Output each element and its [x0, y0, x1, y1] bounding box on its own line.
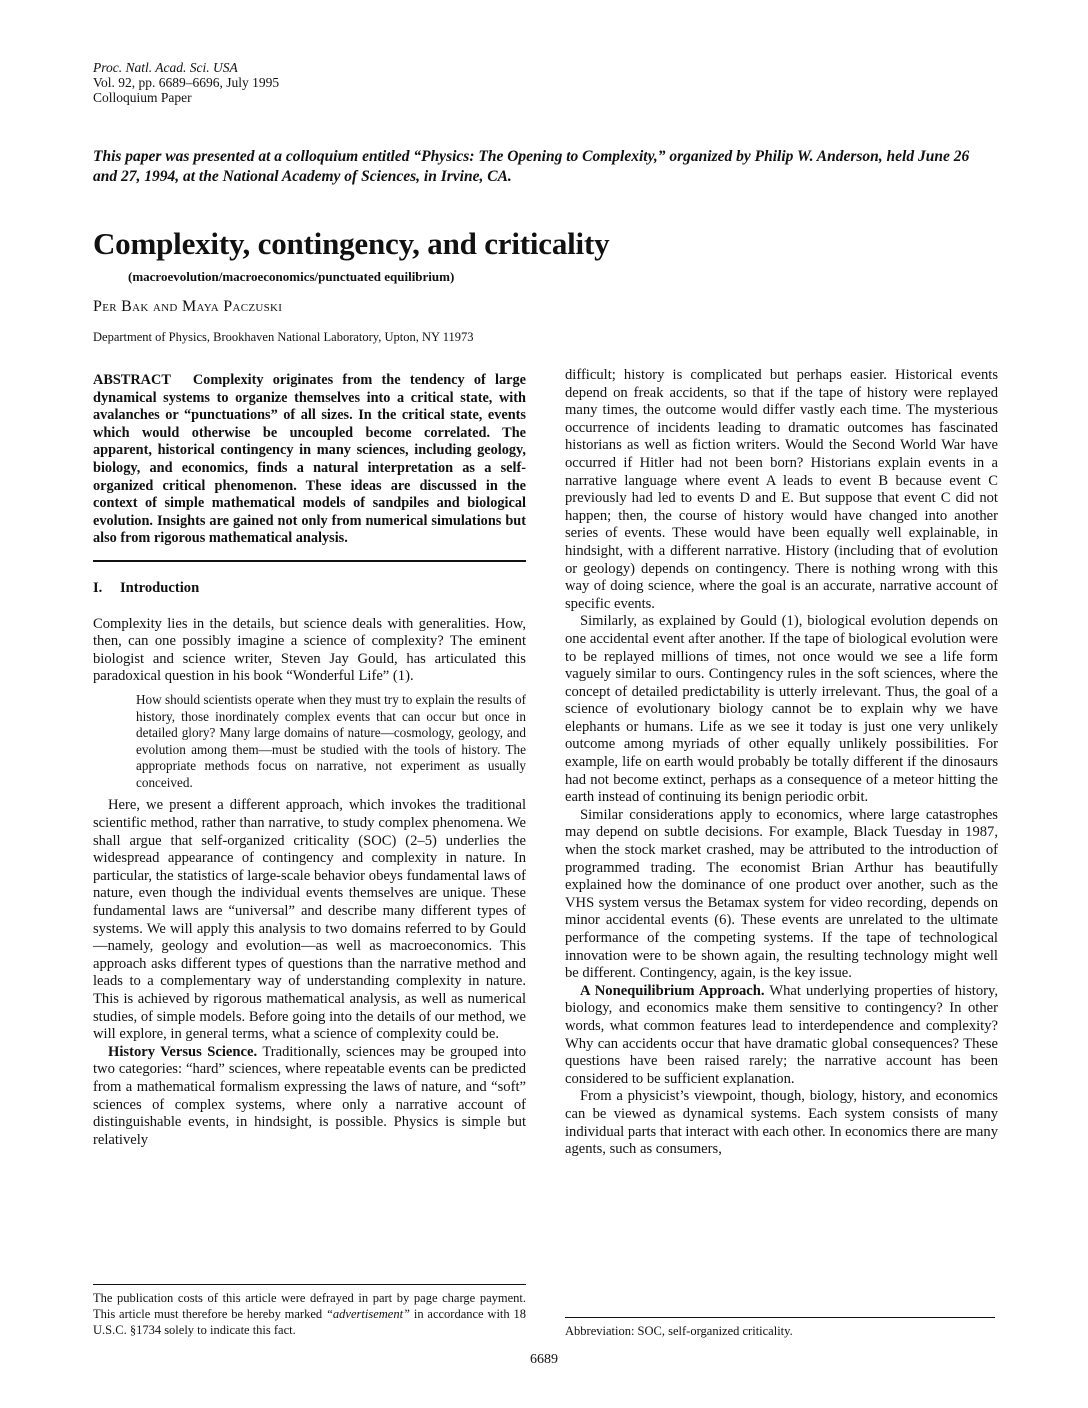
footnote-divider: [93, 1284, 526, 1285]
paragraph: difficult; history is complicated but perhaps easier. Historical events depend on freak accidents, so that if the tape of history were replayed many times, the outcome would differ vastly each time. The mysterious occurrence of incidents leading to dramatic outcomes has fascinated historians as well as fiction writers. Would the Second World War have occurred if Hitler had not been born? Historians explain events in a narrative language where event A leads to event B because event C previously had led to events D and E. But suppose that event C did not happen; then, the course of history would have changed into another series of events. These would have been equally well explainable, in hindsight, with a different narrative. History (including that of evolution or geology) depends on contingency. There is nothing wrong with this way of doing science, where the goal is an accurate, narrative account of specific events.: [565, 367, 998, 612]
paragraph: Similarly, as explained by Gould (1), biological evolution depends on one accidental event after another. If the tape of biological evolution were to be replayed millions of times, not once would we see a life form vaguely similar to ours. Contingency rules in the soft sciences, where the concept of detailed predictability is utterly irrelevant. Thus, the goal of a science of evolutionary biology cannot be to explain why we have elephants or humans. Life as we see it today is just one very unlikely outcome among myriads of other equally unlikely possibilities. For example, life on earth would probably be totally different if the dinosaurs had not become extinct, perhaps as a consequence of a meteor hitting the earth instead of continuing its benign periodic orbit.: [565, 613, 998, 806]
authors: Per Bak and Maya Paczuski: [93, 298, 283, 315]
paragraph: History Versus Science. Traditionally, sciences may be grouped into two categories: “hard” sciences, where repeatable events can be predicted from a mathematical formalism expressing the laws of nature, and “soft” sciences of complex systems, where only a narrative account of distinguishable events, in hindsight, is possible. Physics is simple but relatively: [93, 1043, 526, 1148]
paragraph: Similar considerations apply to economics, where large catastrophes may depend on subtle decisions. For example, Black Tuesday in 1987, when the stock market crashed, may be attributed to the introduction of programmed trading. The economist Brian Arthur has beautifully explained how the dominance of one product over another, such as the VHS system versus the Betamax system for video recording, depends on minor accidental events (6). These events are unrelated to the ultimate performance of the competing systems. If the tape of technological innovation were to be shown again, the resulting technology might well be different. Contingency, again, is the key issue.: [565, 806, 998, 982]
run-in-heading: A Nonequilibrium Approach.: [580, 982, 765, 999]
abstract-label: ABSTRACT: [93, 372, 171, 388]
paper-title: Complexity, contingency, and criticality: [93, 226, 610, 261]
journal-volume: Vol. 92, pp. 6689–6696, July 1995: [93, 75, 280, 90]
abbreviation-note: Abbreviation: SOC, self-organized criticality.: [565, 1324, 793, 1338]
abstract-divider: [93, 560, 526, 562]
paragraph: Complexity lies in the details, but science deals with generalities. How, then, can one possibly imagine a science of complexity? The eminent biologist and science writer, Steven Jay Gould, has articulated this paradoxical question in his book “Wonderful Life” (1).: [93, 615, 526, 685]
footnote: The publication costs of this article were defrayed in part by page charge payment. This article must therefore be hereby marked “advertisement” in accordance with 18 U.S.C. §1734 solely to indicate this fact.: [93, 1291, 526, 1337]
left-column: [93, 372, 526, 1149]
paragraph: Here, we present a different approach, which invokes the traditional scientific method, rather than narrative, to study complex phenomena. We shall argue that self-organized criticality (SOC) (2–5) underlies the widespread appearance of contingency and complexity in nature. In particular, the statistics of large-scale behavior obeys fundamental laws of nature, even though the individual events themselves are unique. These fundamental laws are “universal” and describe many different types of systems. We will apply this analysis to two domains referred to by Gould—namely, geology and evolution—as well as macroeconomics. This approach asks different types of questions than the narrative method and leads to a complementary way of understanding complexity in nature. This is achieved by rigorous mathematical analysis, as well as numerical studies, of simple models. Before going into the details of our method, we will explore, in general terms, what a science of complexity could be.: [93, 797, 526, 1043]
colloquium-note: This paper was presented at a colloquium entitled “Physics: The Opening to Complexity,” organized by Philip W. Anderson, held June 26 and 27, 1994, at the National Academy of Sciences, in Irvine, CA.: [93, 148, 970, 185]
affiliation: Department of Physics, Brookhaven National Laboratory, Upton, NY 11973: [93, 330, 474, 344]
block-quote: How should scientists operate when they must try to explain the results of history, those inordinately complex events that can occur but once in detailed glory? Many large domains of nature—cosmology, geology, and evolution among them—must be studied with the tools of history. The appropriate methods focus on narrative, not experiment as usually conceived.: [136, 691, 526, 790]
abstract: [93, 372, 526, 548]
section-heading: I. Introduction: [93, 579, 200, 596]
abstract-text: Complexity originates from the tendency of large dynamical systems to organize themselves into a critical state, with avalanches or “punctuations” of all sizes. In the critical state, events which would otherwise be uncoupled become correlated. The apparent, historical contingency in many sciences, including geology, biology, and economics, finds a natural interpretation as a self-organized critical phenomenon. These ideas are discussed in the context of simple mathematical models of sandpiles and biological evolution. Insights are gained not only from numerical simulations but also from rigorous mathematical analysis.: [93, 372, 526, 547]
abbreviation-divider: [565, 1317, 995, 1318]
page-number: 6689: [530, 1352, 558, 1367]
journal-name: Proc. Natl. Acad. Sci. USA: [93, 60, 238, 75]
paragraph: From a physicist’s viewpoint, though, biology, history, and economics can be viewed as dynamical systems. Each system consists of many individual parts that interact with each other. In economics there are many agents, such as consumers,: [565, 1088, 998, 1158]
right-column: [565, 367, 998, 1159]
paper-type: Colloquium Paper: [93, 90, 192, 105]
paragraph: A Nonequilibrium Approach. What underlying properties of history, biology, and economics make them sensitive to contingency? In other words, what common features lead to interdependence and complexity? Why can accidents occur that have dramatic global consequences? These questions have been raised rarely; the narrative account has been considered to be sufficient explanation.: [565, 982, 998, 1087]
journal-header: [93, 60, 279, 105]
run-in-heading: History Versus Science.: [108, 1043, 258, 1060]
keywords: (macroevolution/macroeconomics/punctuated equilibrium): [128, 269, 455, 284]
